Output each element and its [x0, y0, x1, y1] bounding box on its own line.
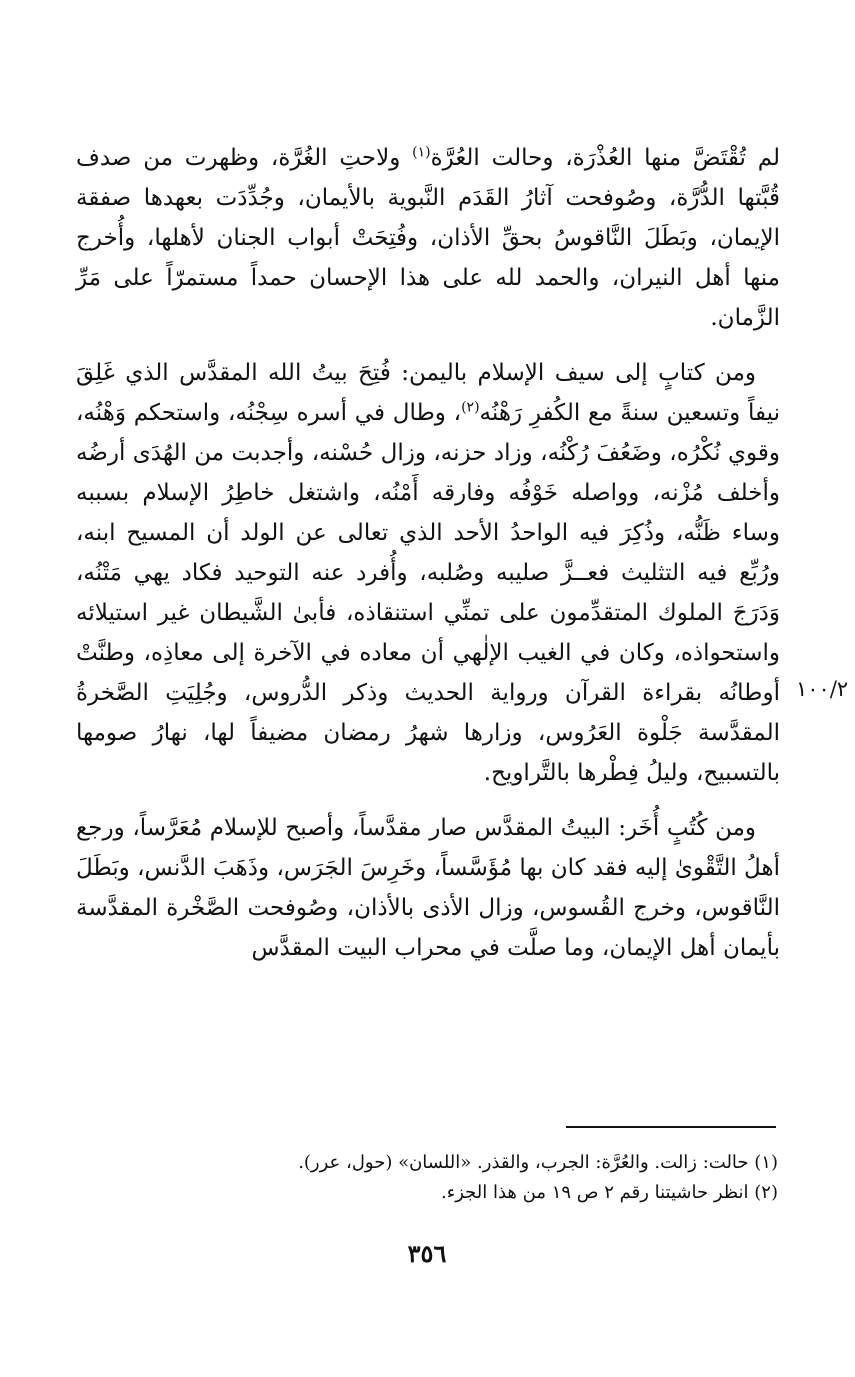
footnote-2: (٢) انظر حاشيتنا رقم ٢ ص ١٩ من هذا الجزء. [441, 1182, 778, 1203]
paragraph-3: ومن كُتُبٍ أُخَر: البيتُ المقدَّس صار مقدَّساً، وأصبح للإسلام مُعَرَّساً، ورجع أهلُ التَّقْوىٰ إليه فقد كان بها مُؤَسَّساً، وخَرِسَ الجَرَس، وذَهَبَ الدَّنس، وبَطَلَ النَّاقوس، وخرج القُسوس، وزال الأذى بالأذان، وصُوفحت الصَّخْرة المقدَّسة بأيمان أهل الإيمان، وما صلَّت في محراب البيت المقدَّس [76, 815, 780, 961]
footnote-reference: (١) [412, 144, 431, 161]
paragraph-1: لم تُقْتَضَّ منها العُذْرَة، وحالت العُرَّة$^{(١)}$ ولاحتِ الغُرَّة، وظهرت من صدف قُبَّتها الدُّرَّة، وصُوفحت آثارُ القَدَم النَّبوية بالأيمان، وجُدِّدَت بعهدها صفقة الإيمان، وبَطَلَ النَّاقوسُ بحقِّ الأذان، وفُتِحَتْ أبواب الجنان لأهلها، وأُخرج منها أهل النيران، والحمد لله على هذا الإحسان حمداً مستمرّاً على مَرِّ الزَّمان. [76, 144, 781, 331]
footnotes [200, 1148, 778, 1208]
margin-reference: ١٠٠/٢ [796, 677, 849, 701]
footnote-1: (١) حالت: زالت. والعُرَّة: الجرب، والقذر. «اللسان» (حول، عرر). [298, 1152, 778, 1173]
footnote-divider [566, 1126, 776, 1128]
paragraph-2: ومن كتابٍ إلى سيف الإسلام باليمن: فُتِحَ بيتُ الله المقدَّس الذي غَلِقَ نيفاً وتسعين سنةً مع الكُفرِ رَهْنُه$^{(٢)}$، وطال في أسره سِجْنُه، واستحكم وَهْنُه، وقوي نُكْرُه، وضَعُفَ رُكْنُه، وزاد حزنه، وزال حُسْنه، وأجدبت من الهُدَى أرضُه وأخلف مُزْنه، وواصله خَوْفُه وفارقه أَمْنُه، واشتغل خاطِرُ الإسلام بسببه وساء ظَنُّه، وذُكِرَ فيه الواحدُ الأحد الذي تعالى عن الولد أن المسيح ابنه، ورُبِّع فيه التثليث فعــزَّ صليبه وصُلبه، وأُفرد عنه التوحيد فكاد يهي مَتْنُه، وَدَرَجَ الملوك المتقدِّمون على تمنِّي استنقاذه، فأبىٰ الشَّيطان غير استيلائه واستحواذه، وكان في الغيب الإلٰهي أن معاده في الآخرة إلى معاذِه، وطنَّتْ أوطانُه بقراءة القرآن ورواية الحديث وذكر الدُّروس، وجُلِيَتِ الصَّخرةُ المقدَّسة جَلْوة العَرُوس، وزارها شهرُ رمضان مضيفاً لها، نهارُ صومها بالتسبيح، وليلُ فِطْرها بالتَّراويح. [76, 360, 781, 786]
footnote-reference: (٢) [461, 399, 480, 416]
page-number: ٣٥٦ [407, 1239, 447, 1268]
main-text [76, 138, 780, 983]
